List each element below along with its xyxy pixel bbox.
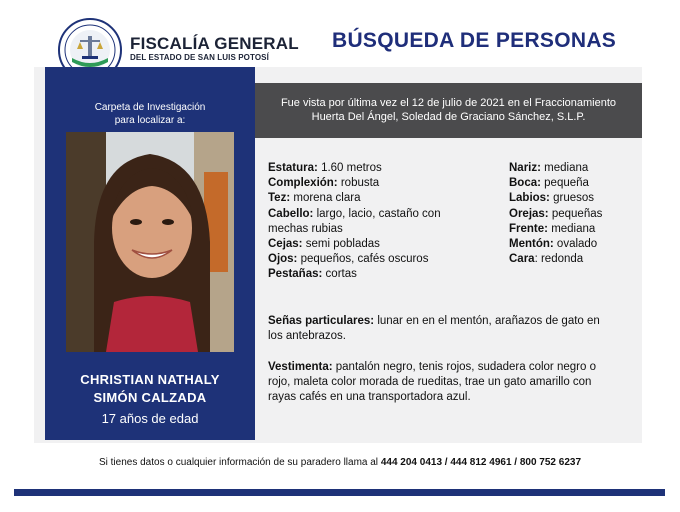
detail-estatura: Estatura: 1.60 metros [268, 162, 382, 174]
contact-footer [0, 457, 680, 468]
detail-pestanas: Pestañas: cortas [268, 268, 357, 281]
last-seen-line-1: Fue vista por última vez el 12 de julio de 2021 en el Fraccionamiento [280, 97, 617, 109]
bottom-accent-bar [14, 489, 665, 496]
detail-nariz: Nariz: mediana [509, 162, 589, 174]
detail-complexion: Complexión: robusta [268, 177, 380, 190]
detail-cara: Cara: redonda [509, 253, 584, 266]
detail-cabello: Cabello: largo, lacio, castaño con [268, 207, 441, 220]
investigation-caption [45, 101, 255, 127]
last-seen-text [255, 96, 642, 124]
footer-text: Si tienes datos o cualquier información de su paradero llama al [98, 457, 379, 468]
org-name: FISCALÍA GENERAL [130, 34, 299, 53]
detail-cabello-cont: mechas rubias [268, 222, 343, 235]
person-name [45, 371, 255, 407]
person-name-line-1: CHRISTIAN NATHALY [80, 372, 220, 387]
detail-ojos: Ojos: pequeños, cafés oscuros [268, 253, 429, 266]
org-subtitle: DEL ESTADO DE SAN LUIS POTOSÍ [130, 53, 269, 62]
detail-tez: Tez: morena clara [268, 192, 361, 205]
person-age: 17 años de edad [101, 411, 199, 426]
detail-menton: Mentón: ovalado [509, 238, 598, 251]
person-photo [66, 132, 234, 352]
detail-labios: Labios: gruesos [509, 192, 595, 205]
physical-details-left [268, 161, 468, 283]
physical-details-right [509, 161, 639, 267]
distinguishing-marks: Señas particulares: lunar en en el mentón, arañazos de gato en los antebrazos. [268, 315, 600, 343]
page-title: BÚSQUEDA DE PERSONAS [332, 29, 617, 52]
detail-frente: Frente: mediana [509, 222, 596, 235]
detail-cejas: Cejas: semi pobladas [268, 238, 380, 251]
person-name-line-2: SIMÓN CALZADA [93, 390, 207, 405]
last-seen-line-2: Huerta Del Ángel, Soledad de Graciano Sánchez, S.L.P. [311, 111, 586, 123]
investigation-line-1: Carpeta de Investigación [94, 102, 206, 113]
investigation-line-2: para localizar a: [114, 115, 186, 126]
detail-boca: Boca: pequeña [509, 177, 589, 190]
footer-phones: 444 204 0413 / 444 812 4961 / 800 752 6237 [380, 457, 582, 468]
clothing-description: Vestimenta: pantalón negro, tenis rojos, sudadera color negro o rojo, maleta color morada de rueditas, trae un gato amarillo con rayas cafés en una transportadora azul. [268, 361, 596, 404]
person-photo-illustration [66, 132, 234, 352]
detail-orejas: Orejas: pequeñas [509, 207, 603, 220]
